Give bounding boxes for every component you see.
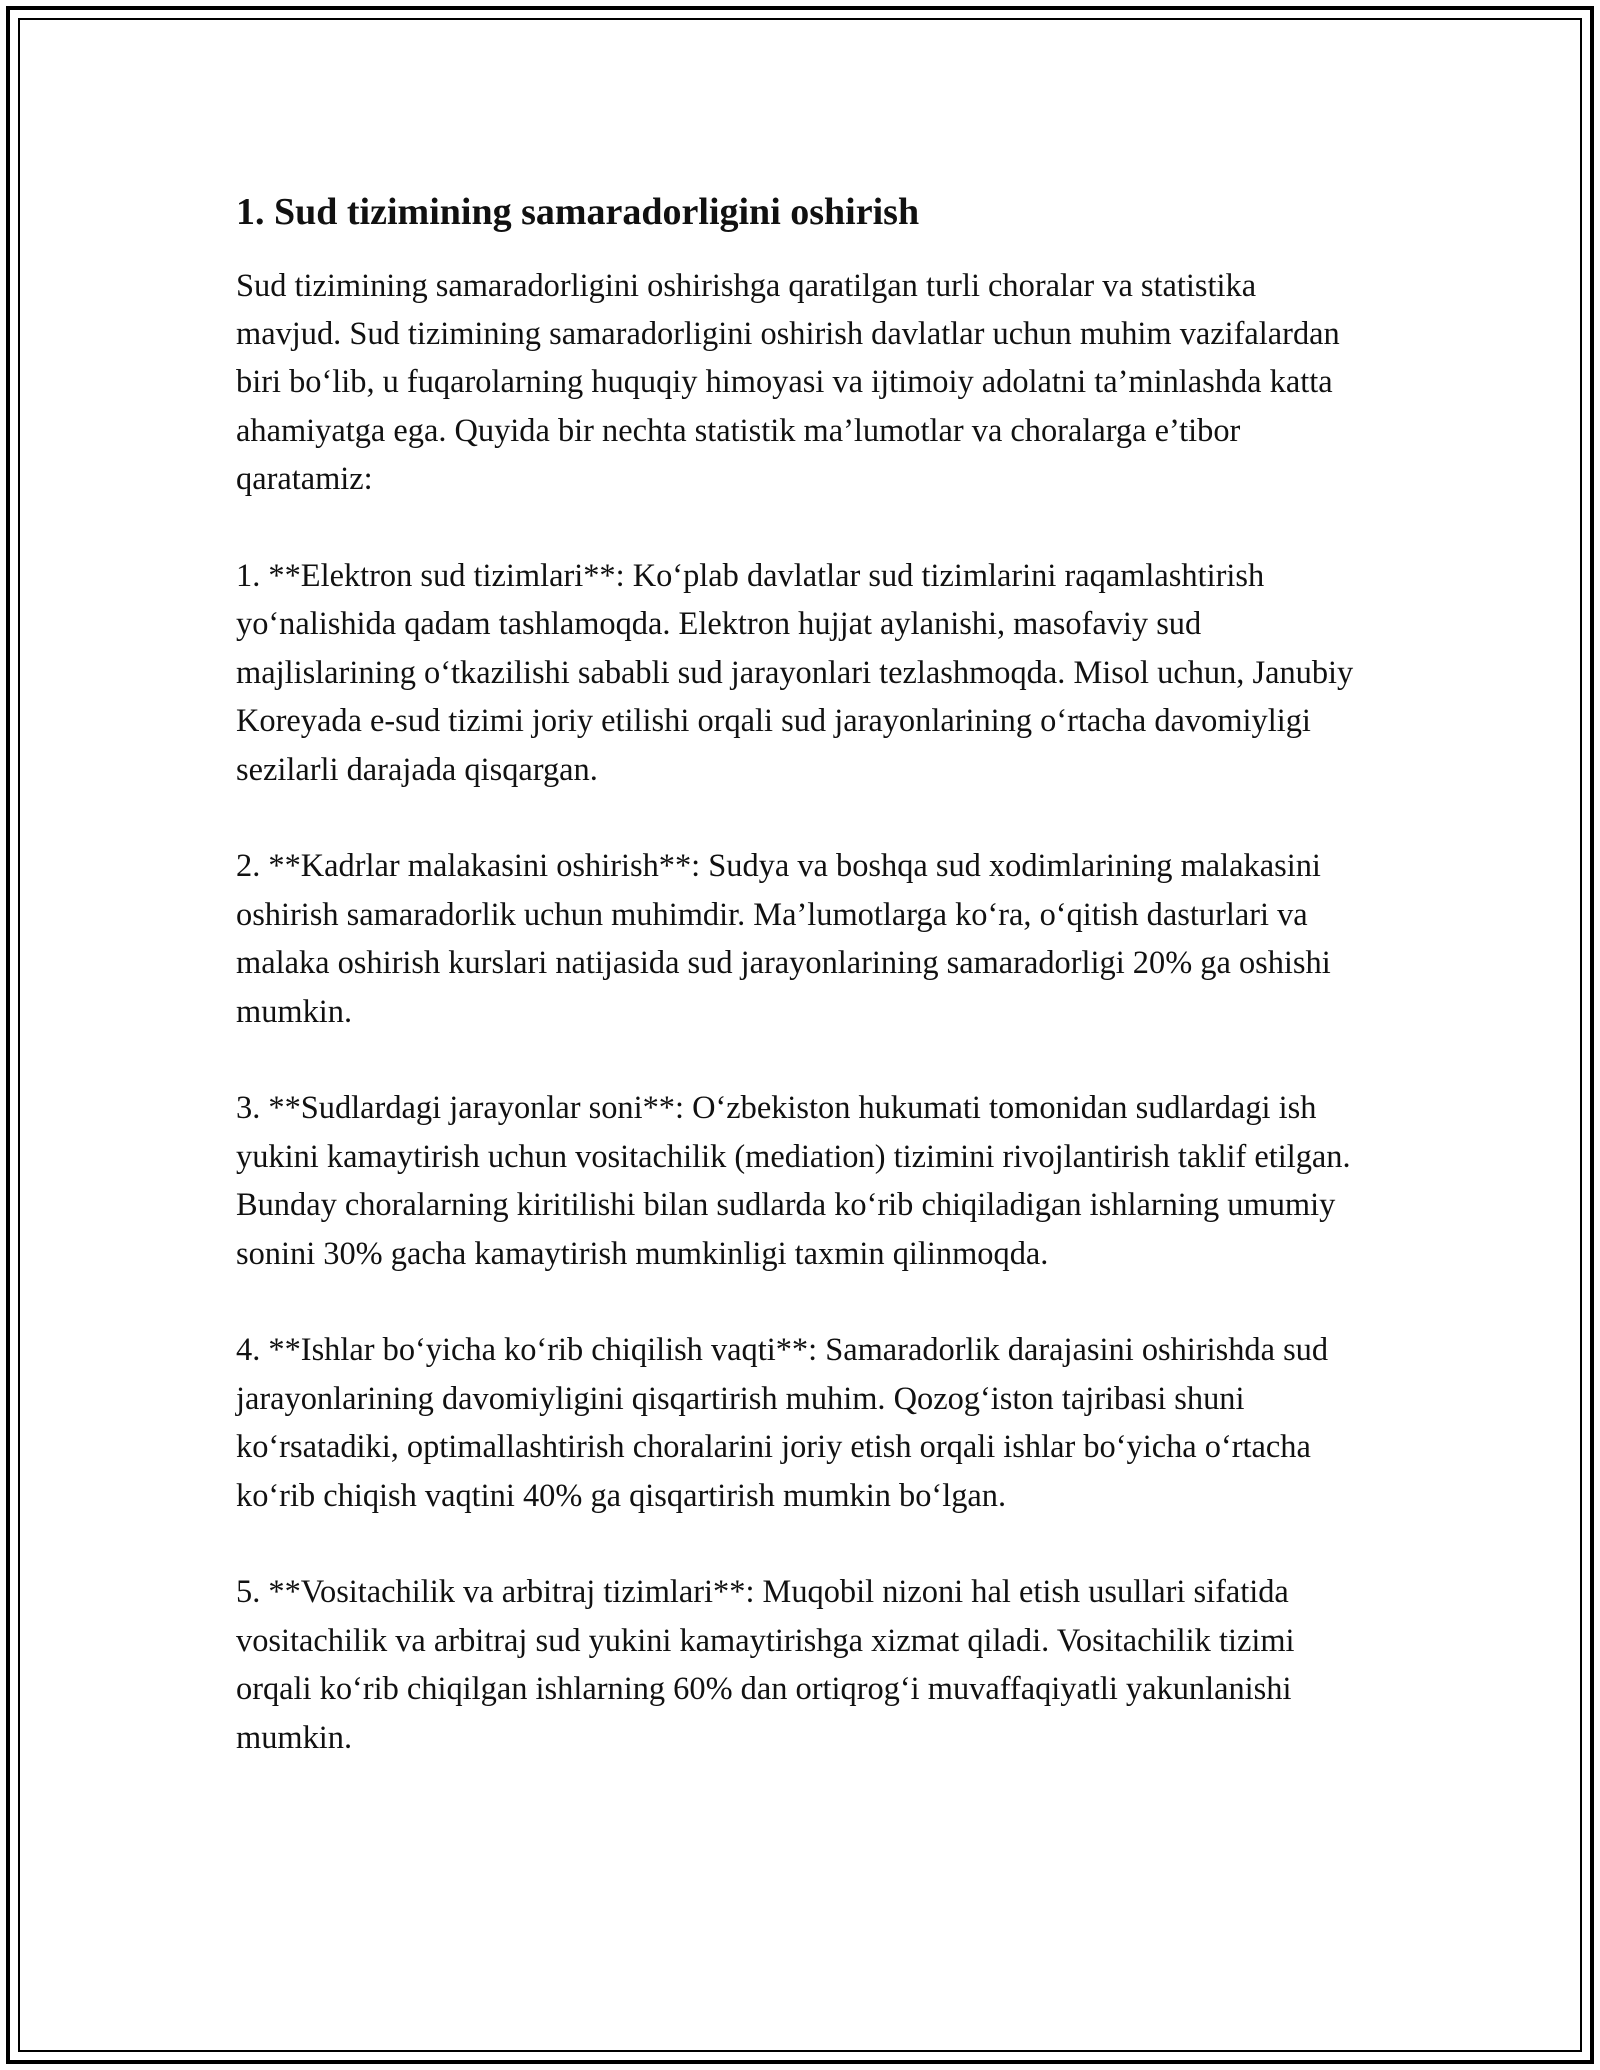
intro-paragraph: Sud tizimining samaradorligini oshirishga qaratilgan turli choralar va statistika mavjud. Sud tizimining samaradorligini oshirish davlatlar uchun muhim vazifalardan biri bo‘lib, u fuqarolarning huquqiy himoyasi va ijtimoiy adolatni ta’minlashda katta ahamiyatga ega. Quyida bir nechta statistik ma’lumotlar va choralarga e’tibor qaratamiz:: [236, 267, 1340, 498]
list-item-court-caseload: 3. **Sudlardagi jarayonlar soni**: O‘zbekiston hukumati tomonidan sudlardagi ish yukini kamaytirish uchun vositachilik (mediation) tizimini rivojlantirish taklif etilgan. Bunday choralarning kiritilishi bilan sudlarda ko‘rib chiqiladigan ishlarning umumiy sonini 30% gacha kamaytirish mumkinligi taxmin qilinmoqda.: [236, 1090, 1351, 1272]
section-heading: 1. Sud tizimining samaradorligini oshirish: [236, 191, 920, 233]
document-body: [236, 180, 1366, 1811]
list-item-mediation-arbitration: 5. **Vositachilik va arbitraj tizimlari**: Muqobil nizoni hal etish usullari sifatida vositachilik va arbitraj sud yukini kamaytirishga xizmat qiladi. Vositachilik tizimi orqali ko‘rib chiqilgan ishlarning 60% dan ortiqrog‘i muvaffaqiyatli yakunlanishi mumkin.: [236, 1574, 1295, 1756]
list-item-staff-training: 2. **Kadrlar malakasini oshirish**: Sudya va boshqa sud xodimlarining malakasini oshirish samaradorlik uchun muhimdir. Ma’lumotlarga ko‘ra, o‘qitish dasturlari va malaka oshirish kurslari natijasida sud jarayonlarining samaradorligi 20% ga oshishi mumkin.: [236, 848, 1331, 1030]
list-item-review-time: 4. **Ishlar bo‘yicha ko‘rib chiqilish vaqti**: Samaradorlik darajasini oshirishda sud jarayonlarining davomiyligini qisqartirish muhim. Qozog‘iston tajribasi shuni ko‘rsatadiki, optimallashtirish choralarini joriy etish orqali ishlar bo‘yicha o‘rtacha ko‘rib chiqish vaqtini 40% ga qisqartirish mumkin bo‘lgan.: [236, 1332, 1329, 1514]
list-item-electronic-courts: 1. **Elektron sud tizimlari**: Ko‘plab davlatlar sud tizimlarini raqamlashtirish yo‘nalishida qadam tashlamoqda. Elektron hujjat aylanishi, masofaviy sud majlislarining o‘tkazilishi sababli sud jarayonlari tezlashmoqda. Misol uchun, Janubiy Koreyada e-sud tizimi joriy etilishi orqali sud jarayonlarining o‘rtacha davomiyligi sezilarli darajada qisqargan.: [236, 558, 1354, 788]
